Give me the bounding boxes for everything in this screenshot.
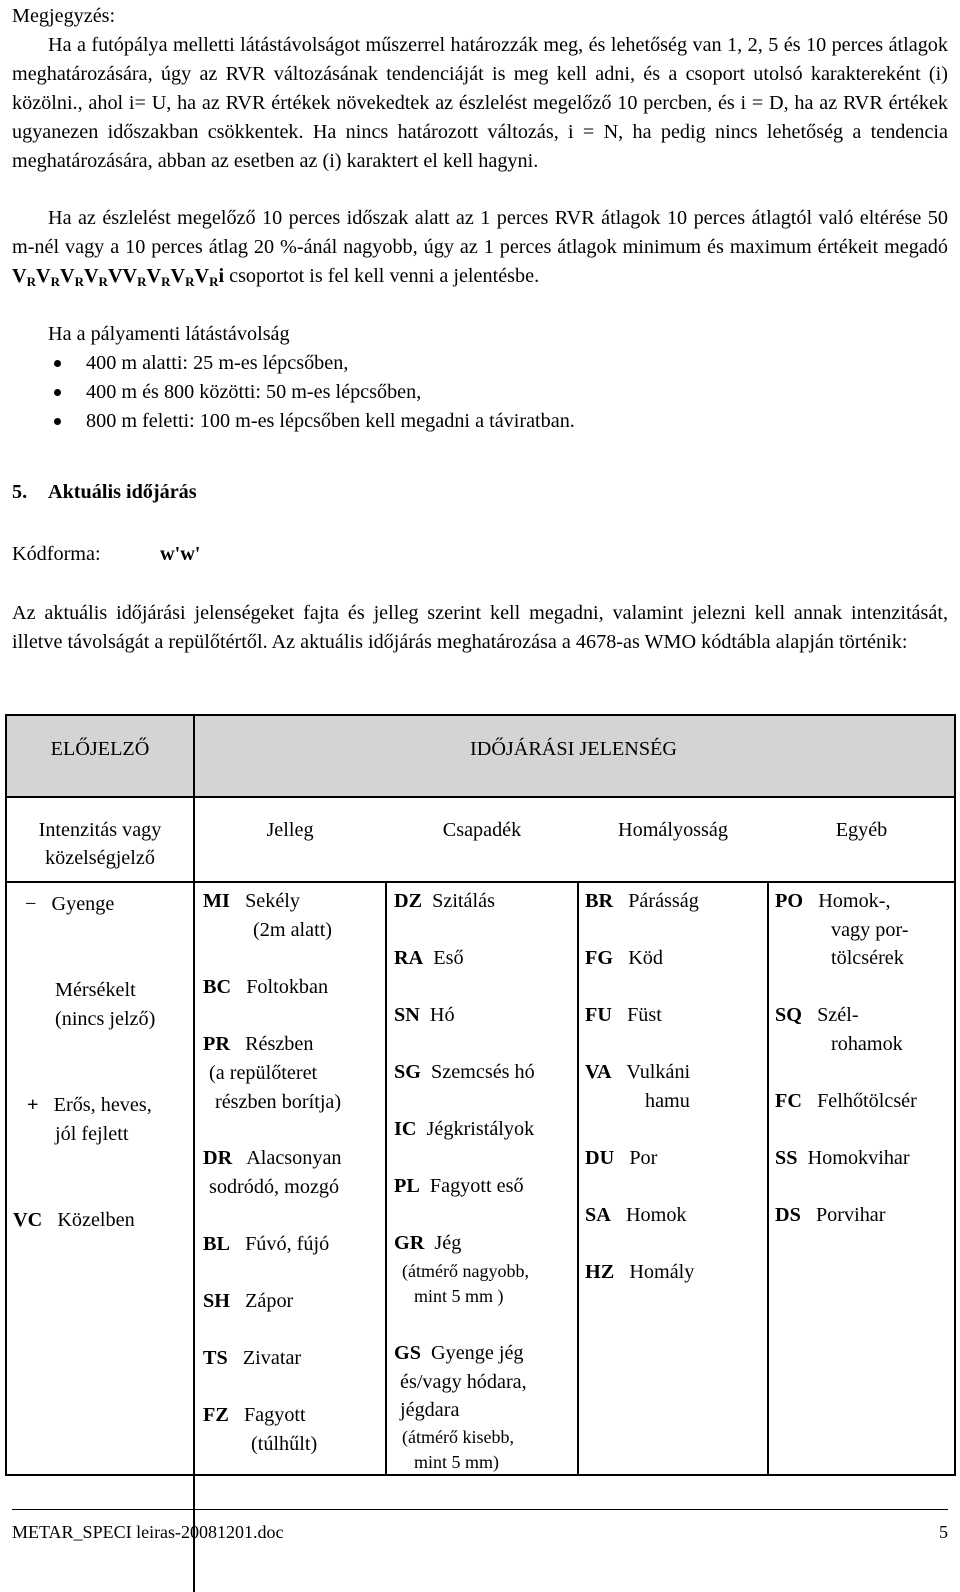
precip-sg: SG Szemcsés hó [394,1061,535,1083]
precip-ic: IC Jégkristályok [394,1118,535,1140]
precip-gs-line2: és/vagy hódara, [400,1371,527,1393]
precip-gs-note2: mint 5 mm) [414,1452,499,1472]
column-divider [767,882,769,1474]
intensity-strong-line2: jól fejlett [55,1123,129,1145]
list-item: 400 m és 800 közötti: 50 m-es lépcsőben, [12,378,912,407]
code-form-label: Kódforma: [12,543,101,565]
footer-page-number: 5 [939,1522,948,1542]
rvr-group-code: $V_RV_RV_RV_RVV_RV_RV_RV_Ri$ [12,265,225,289]
precip-gs-note: (átmérő kisebb, [402,1427,514,1447]
obsc-fu: FU Füst [585,1004,662,1026]
section-number: 5. [12,481,28,503]
precip-gs: GS Gyenge jég [394,1342,524,1364]
note-paragraph-2-end: csoportot is fel kell venni a jelentésbe. [224,265,540,287]
header-prefix: ELŐJELZŐ [50,738,150,760]
precip-gs-line3: jégdara [400,1399,460,1421]
descriptor-sh: SH Zápor [203,1290,294,1312]
code-form-value: w'w' [160,543,201,565]
bullet-icon [54,360,61,367]
column-divider [193,716,195,1592]
obsc-va: VA Vulkáni [585,1061,691,1083]
precip-sn: SN Hó [394,1004,455,1026]
descriptor-pr-note: (a repülőteret [209,1062,318,1084]
intensity-vicinity: VC Közelben [13,1209,135,1231]
weather-code-table [5,714,956,1476]
bullet-icon [54,418,61,425]
intensity-moderate-note: (nincs jelző) [55,1008,156,1030]
descriptor-ts: TS Zivatar [203,1347,302,1369]
note-paragraph-1: Ha a futópálya melletti látástávolságot műszerrel határozzák meg, és lehetőség van 1, 2, 5 és 10 perces átlagok meghatározására, úgy az RVR változásának tendenciáját is meg kell adni, és a csoport utolsó karaktereként (i) közölni., ahol i= U, ha az RVR értékek növekedtek az észlelést megelőző 10 percben, és i = D, ha az RVR értékek ugyanezen időszakban csökkentek. Ha nincs határozott változás, i = N, ha pedig nincs lehetőség a tendencia meghatározására, abban az esetben az (i) karaktert el kell hagyni. [12,34,948,172]
precip-pl: PL Fagyott eső [394,1175,524,1197]
step-list [12,349,912,436]
other-fc: FC Felhőtölcsér [775,1090,917,1112]
other-po: PO Homok-, [775,890,891,912]
descriptor-bl: BL Fúvó, fújó [203,1233,330,1255]
other-po-line2: vagy por- [831,919,909,941]
precip-dz: DZ Szitálás [394,890,495,912]
other-ss: SS Homokvihar [775,1147,910,1169]
precip-gr-note: (átmérő nagyobb, [402,1261,529,1281]
descriptor-fz-note: (túlhűlt) [251,1433,318,1455]
other-sq-line2: rohamok [831,1033,903,1055]
descriptor-bc: BC Foltokban [203,976,329,998]
column-divider [385,882,387,1474]
precip-ra: RA Eső [394,947,464,969]
descriptor-mi: MI Sekély [203,890,301,912]
note-paragraph-3: Ha a pályamenti látástávolság [48,323,290,345]
bullet-icon [54,389,61,396]
subheader-precipitation: Csapadék [442,819,522,841]
footer-filename: METAR_SPECI leiras-20081201.doc [12,1522,284,1542]
header-phenomenon: IDŐJÁRÁSI JELENSÉG [470,738,677,760]
subheader-other: Egyéb [835,819,888,841]
other-po-line3: tölcsérek [831,947,904,969]
descriptor-dr-note: sodródó, mozgó [209,1176,340,1198]
obsc-br: BR Párásság [585,890,699,912]
intensity-strong: + Erős, heves, [27,1094,152,1116]
descriptor-dr: DR Alacsonyan [203,1147,342,1169]
list-item: 800 m feletti: 100 m-es lépcsőben kell megadni a táviratban. [12,407,912,436]
intensity-moderate: Mérsékelt [55,979,136,1001]
note-paragraph-2-text: Ha az észlelést megelőző 10 perces időszak alatt az 1 perces RVR átlagok 10 perces átlagtól való eltérése 50 m-nél vagy a 10 perces átlag 20 %-ánál nagyobb, úgy az 1 perces átlagok minimum és maximum értékeit megadó [12,207,948,258]
precip-gr: GR Jég [394,1232,462,1254]
subheader-intensity: Intenzitás vagy közelségjelző [38,819,162,869]
precip-gr-note2: mint 5 mm ) [414,1286,504,1306]
obsc-va-line2: hamu [645,1090,690,1112]
subheader-obscuration: Homályosság [618,819,728,841]
footer-divider [12,1509,948,1510]
obsc-fg: FG Köd [585,947,663,969]
descriptor-pr: PR Részben [203,1033,314,1055]
subheader-descriptor: Jelleg [266,819,314,841]
descriptor-pr-note2: részben borítja) [215,1091,342,1113]
other-sq: SQ Szél- [775,1004,859,1026]
descriptor-mi-note: (2m alatt) [253,919,333,941]
section-title: Aktuális időjárás [48,481,197,503]
other-ds: DS Porvihar [775,1204,886,1226]
note-title: Megjegyzés: [12,5,116,27]
column-divider [577,882,579,1474]
descriptor-fz: FZ Fagyott [203,1404,306,1426]
obsc-sa: SA Homok [585,1204,687,1226]
intensity-weak: − Gyenge [25,893,115,915]
obsc-hz: HZ Homály [585,1261,695,1283]
obsc-du: DU Por [585,1147,658,1169]
section-heading [12,481,197,504]
row-divider [7,881,954,883]
list-item: 400 m alatti: 25 m-es lépcsőben, [12,349,912,378]
note-paragraph-2 [12,204,948,296]
intro-paragraph: Az aktuális időjárási jelenségeket fajta és jelleg szerint kell megadni, valamint jelezni kell annak intenzitását, illetve távolságát a repülőtértől. Az aktuális időjárás meghatározása a 4678-as WMO kódtábla alapján történik: [12,602,948,653]
